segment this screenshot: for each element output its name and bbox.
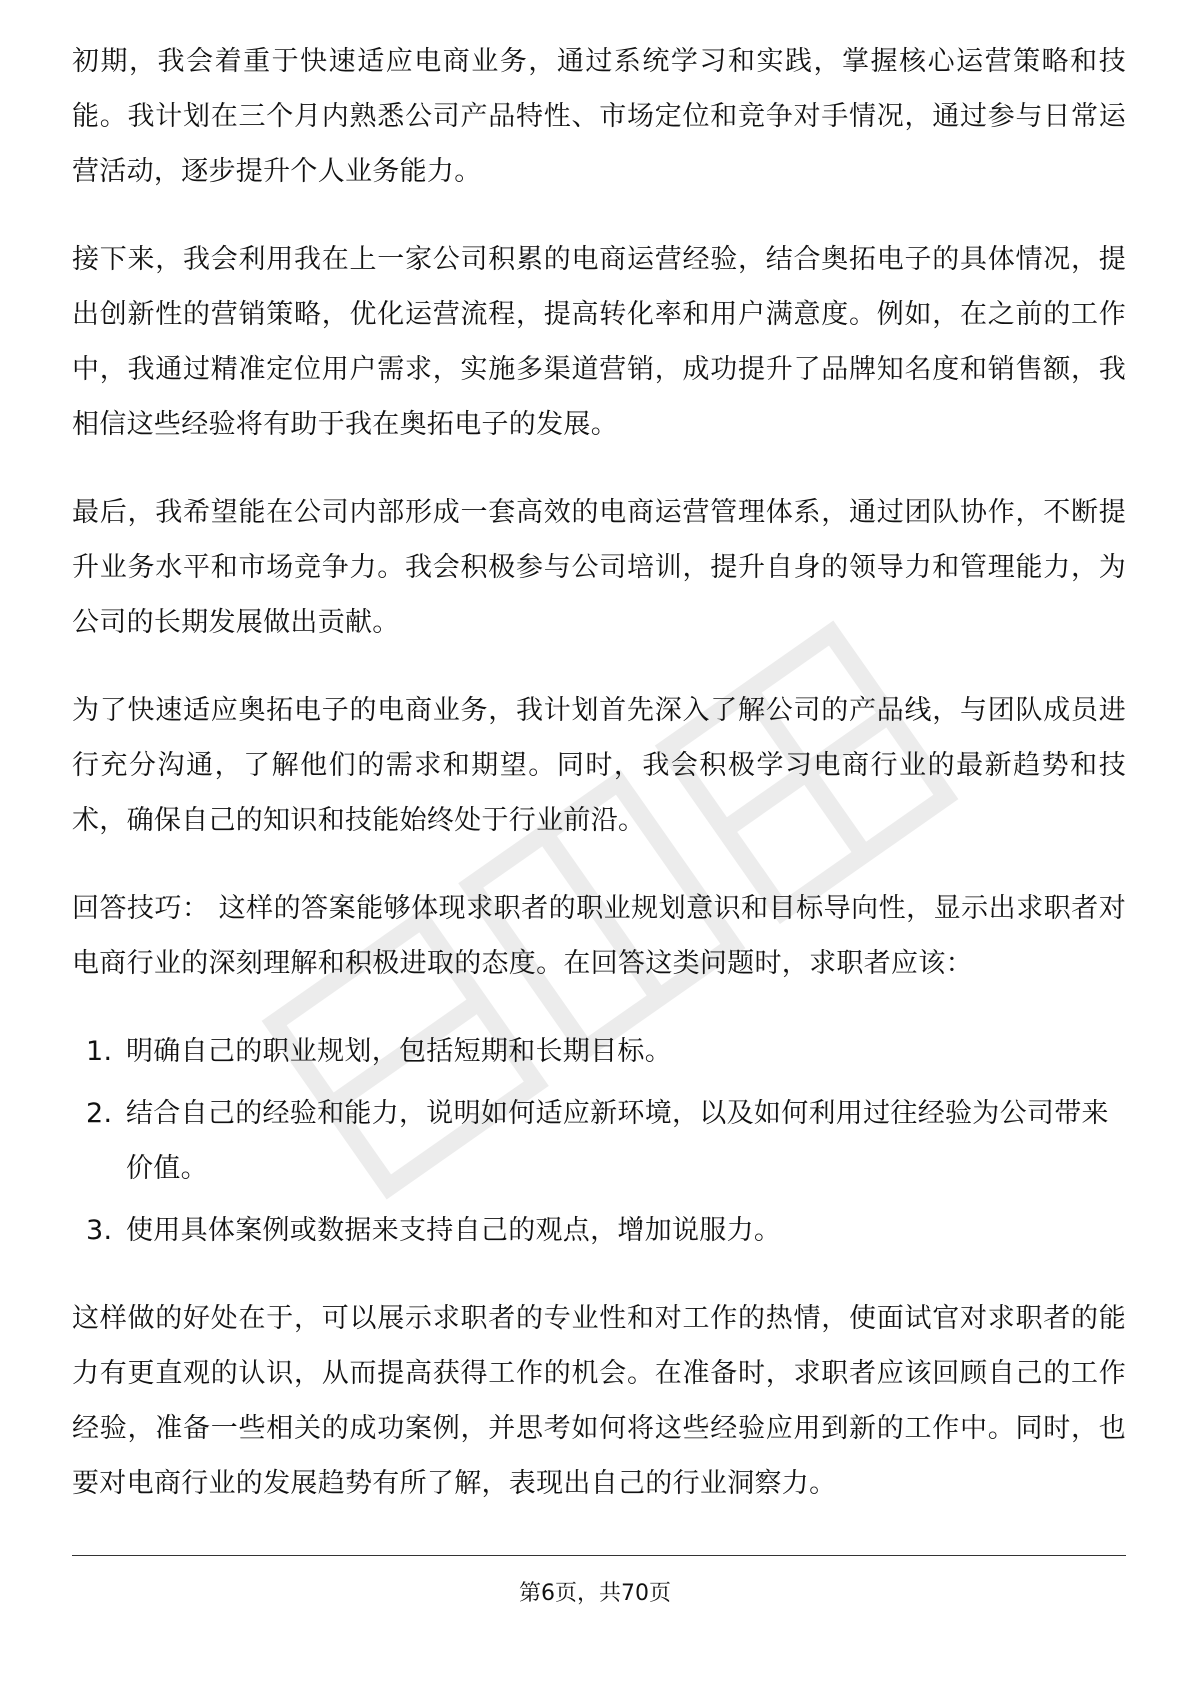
paragraph-answer-tips: 回答技巧： 这样的答案能够体现求职者的职业规划意识和目标导向性，显示出求职者对电商行业的深刻理解和积极进取的态度。在回答这类问题时，求职者应该： <box>72 893 1126 979</box>
tips-list <box>72 1024 1126 1258</box>
list-item-text: 使用具体案例或数据来支持自己的观点，增加说服力。 <box>126 1215 782 1246</box>
footer-divider <box>72 1555 1126 1556</box>
list-item-text: 明确自己的职业规划，包括短期和长期目标。 <box>126 1036 672 1067</box>
list-item <box>72 1024 1126 1079</box>
paragraph-adaptation: 为了快速适应奥拓电子的电商业务，我计划首先深入了解公司的产品线，与团队成员进行充分沟通，了解他们的需求和期望。同时，我会积极学习电商行业的最新趋势和技术，确保自己的知识和技能始终处于行业前沿。 <box>72 695 1126 836</box>
list-item <box>72 1203 1126 1258</box>
paragraph-closing: 这样做的好处在于，可以展示求职者的专业性和对工作的热情，使面试官对求职者的能力有更直观的认识，从而提高获得工作的机会。在准备时，求职者应该回顾自己的工作经验，准备一些相关的成功案例，并思考如何将这些经验应用到新的工作中。同时，也要对电商行业的发展趋势有所了解，表现出自己的行业洞察力。 <box>72 1303 1126 1499</box>
paragraph-long-term: 最后，我希望能在公司内部形成一套高效的电商运营管理体系，通过团队协作，不断提升业务水平和市场竞争力。我会积极参与公司培训，提升自身的领导力和管理能力，为公司的长期发展做出贡献。 <box>72 497 1126 638</box>
list-item <box>72 1086 1126 1196</box>
list-item-number: 2. <box>86 1098 113 1129</box>
list-item-text: 结合自己的经验和能力，说明如何适应新环境，以及如何利用过往经验为公司带来价值。 <box>126 1098 1109 1184</box>
page-number: 第6页，共70页 <box>519 1581 671 1606</box>
list-item-number: 3. <box>86 1215 113 1246</box>
list-item-number: 1. <box>86 1036 113 1067</box>
page-content <box>72 34 1126 1544</box>
paragraph-next-steps: 接下来，我会利用我在上一家公司积累的电商运营经验，结合奥拓电子的具体情况，提出创新性的营销策略，优化运营流程，提高转化率和用户满意度。例如，在之前的工作中，我通过精准定位用户需求，实施多渠道营销，成功提升了品牌知名度和销售额，我相信这些经验将有助于我在奥拓电子的发展。 <box>72 244 1126 440</box>
paragraph-initial-plan: 初期，我会着重于快速适应电商业务，通过系统学习和实践，掌握核心运营策略和技能。我计划在三个月内熟悉公司产品特性、市场定位和竞争对手情况，通过参与日常运营活动，逐步提升个人业务能力。 <box>72 46 1126 187</box>
